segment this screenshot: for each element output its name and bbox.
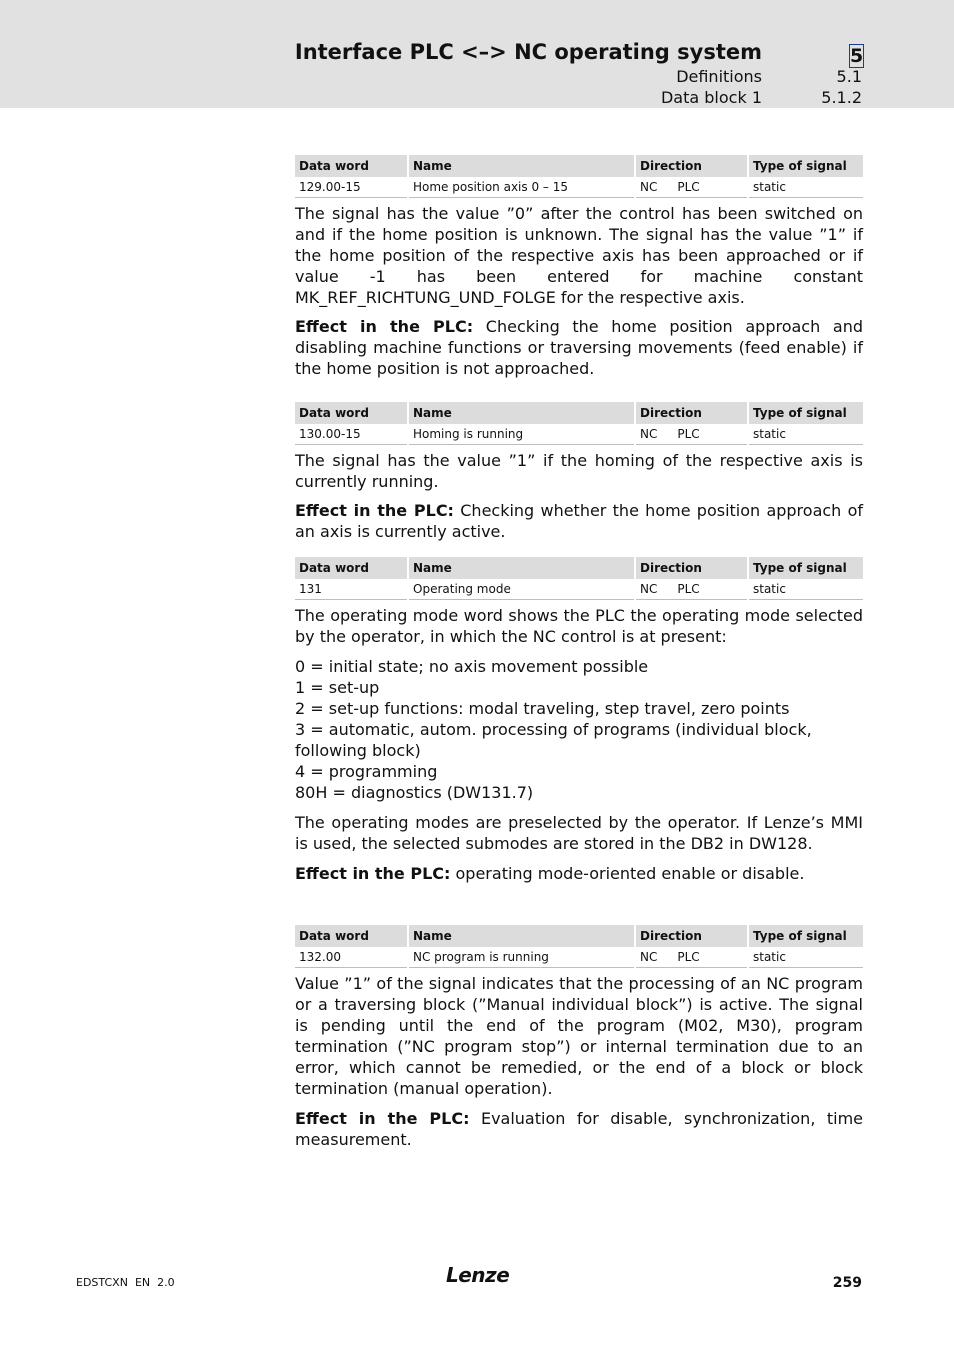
effect-paragraph (295, 500, 863, 542)
cell-data-word: 131 (295, 579, 408, 600)
signal-block-132 (295, 925, 863, 1150)
effect-label: Effect in the PLC: (295, 317, 474, 336)
table-header-row (295, 557, 863, 579)
subsection-number: 5.1.2 (821, 88, 862, 107)
effect-text: Evaluation for disable, synchronization, time measurement. (295, 1109, 863, 1149)
cell-type: static (748, 177, 863, 198)
list-item: 2 = set-up functions: modal traveling, step travel, zero points (295, 699, 790, 718)
dir-to: PLC (677, 427, 700, 441)
effect-paragraph (295, 863, 863, 884)
col-header-name: Name (408, 557, 635, 579)
cell-data-word: 132.00 (295, 947, 408, 968)
dir-from: NC (640, 582, 658, 596)
list-item: 0 = initial state; no axis movement possible (295, 657, 649, 676)
cell-type: static (748, 424, 863, 445)
cell-name: NC program is running (408, 947, 635, 968)
description-text: The signal has the value ”0” after the control has been switched on and if the home position is unknown. The signal has the value ”1” if the home position of the respective axis has been approached or if value -1 has been entered for machine constant MK_REF_RICHTUNG_UND_FOLGE for the respective axis. (295, 204, 863, 307)
description-text: The operating modes are preselected by the operator. If Lenze’s MMI is used, the selected submodes are stored in the DB2 in DW128. (295, 813, 863, 853)
col-header-type: Type of signal (748, 557, 863, 579)
dir-to: PLC (677, 582, 700, 596)
table-header-row (295, 402, 863, 424)
dir-from: NC (640, 427, 658, 441)
list-item: 3 = automatic, autom. processing of programs (individual block, following block) (295, 720, 812, 760)
col-header-data-word: Data word (295, 155, 408, 177)
mode-list (295, 656, 863, 803)
col-header-name: Name (408, 402, 635, 424)
dir-from: NC (640, 950, 658, 964)
cell-direction (635, 579, 748, 600)
cell-name: Home position axis 0 – 15 (408, 177, 635, 198)
description-text: The signal has the value ”1” if the homing of the respective axis is currently running. (295, 451, 863, 491)
doc-id: EDSTCXN (76, 1276, 128, 1289)
signal-table (295, 402, 863, 445)
chapter-number[interactable]: 5 (850, 45, 864, 67)
effect-label: Effect in the PLC: (295, 864, 451, 883)
effect-text: operating mode-oriented enable or disable. (455, 864, 805, 883)
cell-type: static (748, 579, 863, 600)
list-item: 4 = programming (295, 762, 438, 781)
dir-to: PLC (677, 180, 700, 194)
table-header-row (295, 925, 863, 947)
col-header-type: Type of signal (748, 155, 863, 177)
signal-block-129 (295, 155, 863, 379)
table-row (295, 579, 863, 600)
section-name: Definitions (676, 67, 762, 86)
col-header-name: Name (408, 155, 635, 177)
cell-data-word: 129.00-15 (295, 177, 408, 198)
section-number: 5.1 (836, 67, 862, 86)
doc-lang: EN (134, 1276, 151, 1289)
col-header-data-word: Data word (295, 557, 408, 579)
effect-text: Checking whether the home position approach of an axis is currently active. (295, 501, 864, 541)
description-text: The operating mode word shows the PLC the operating mode selected by the operator, in which the NC control is at present: (295, 606, 863, 646)
table-row (295, 177, 863, 198)
col-header-direction: Direction (635, 155, 748, 177)
list-item: 80H = diagnostics (DW131.7) (295, 783, 534, 802)
page-title: Interface PLC <–> NC operating system (294, 40, 762, 64)
signal-block-130 (295, 402, 863, 542)
cell-type: static (748, 947, 863, 968)
col-header-direction: Direction (635, 925, 748, 947)
subsection-name: Data block 1 (660, 88, 762, 107)
signal-table (295, 155, 863, 198)
table-row (295, 947, 863, 968)
signal-table (295, 925, 863, 968)
table-row (295, 424, 863, 445)
description-text: Value ”1” of the signal indicates that the processing of an NC program or a traversing block (”Manual individual block”) is active. The signal is pending until the end of the program (M02, M30), program termination (”NC program stop”) or internal termination due to an error, which cannot be remedied, or the end of a block or block termination (manual operation). (295, 974, 863, 1098)
list-item: 1 = set-up (295, 678, 380, 697)
effect-label: Effect in the PLC: (295, 501, 454, 520)
table-header-row (295, 155, 863, 177)
cell-name: Operating mode (408, 579, 635, 600)
cell-direction (635, 424, 748, 445)
col-header-type: Type of signal (748, 402, 863, 424)
effect-label: Effect in the PLC: (295, 1109, 470, 1128)
cell-direction (635, 947, 748, 968)
col-header-data-word: Data word (295, 402, 408, 424)
cell-name: Homing is running (408, 424, 635, 445)
dir-to: PLC (677, 950, 700, 964)
footer-doc-info (76, 1276, 175, 1289)
signal-block-131 (295, 557, 863, 884)
cell-data-word: 130.00-15 (295, 424, 408, 445)
cell-direction (635, 177, 748, 198)
effect-paragraph (295, 316, 863, 379)
col-header-direction: Direction (635, 557, 748, 579)
doc-version: 2.0 (157, 1276, 175, 1289)
page-number: 259 (832, 1275, 862, 1291)
effect-text: Checking the home position approach and disabling machine functions or traversing movements (feed enable) if the home position is not approached. (295, 317, 863, 378)
effect-paragraph (295, 1108, 863, 1150)
signal-table (295, 557, 863, 600)
dir-from: NC (640, 180, 658, 194)
col-header-direction: Direction (635, 402, 748, 424)
lenze-logo: Lenze (446, 1263, 510, 1287)
col-header-name: Name (408, 925, 635, 947)
col-header-type: Type of signal (748, 925, 863, 947)
col-header-data-word: Data word (295, 925, 408, 947)
